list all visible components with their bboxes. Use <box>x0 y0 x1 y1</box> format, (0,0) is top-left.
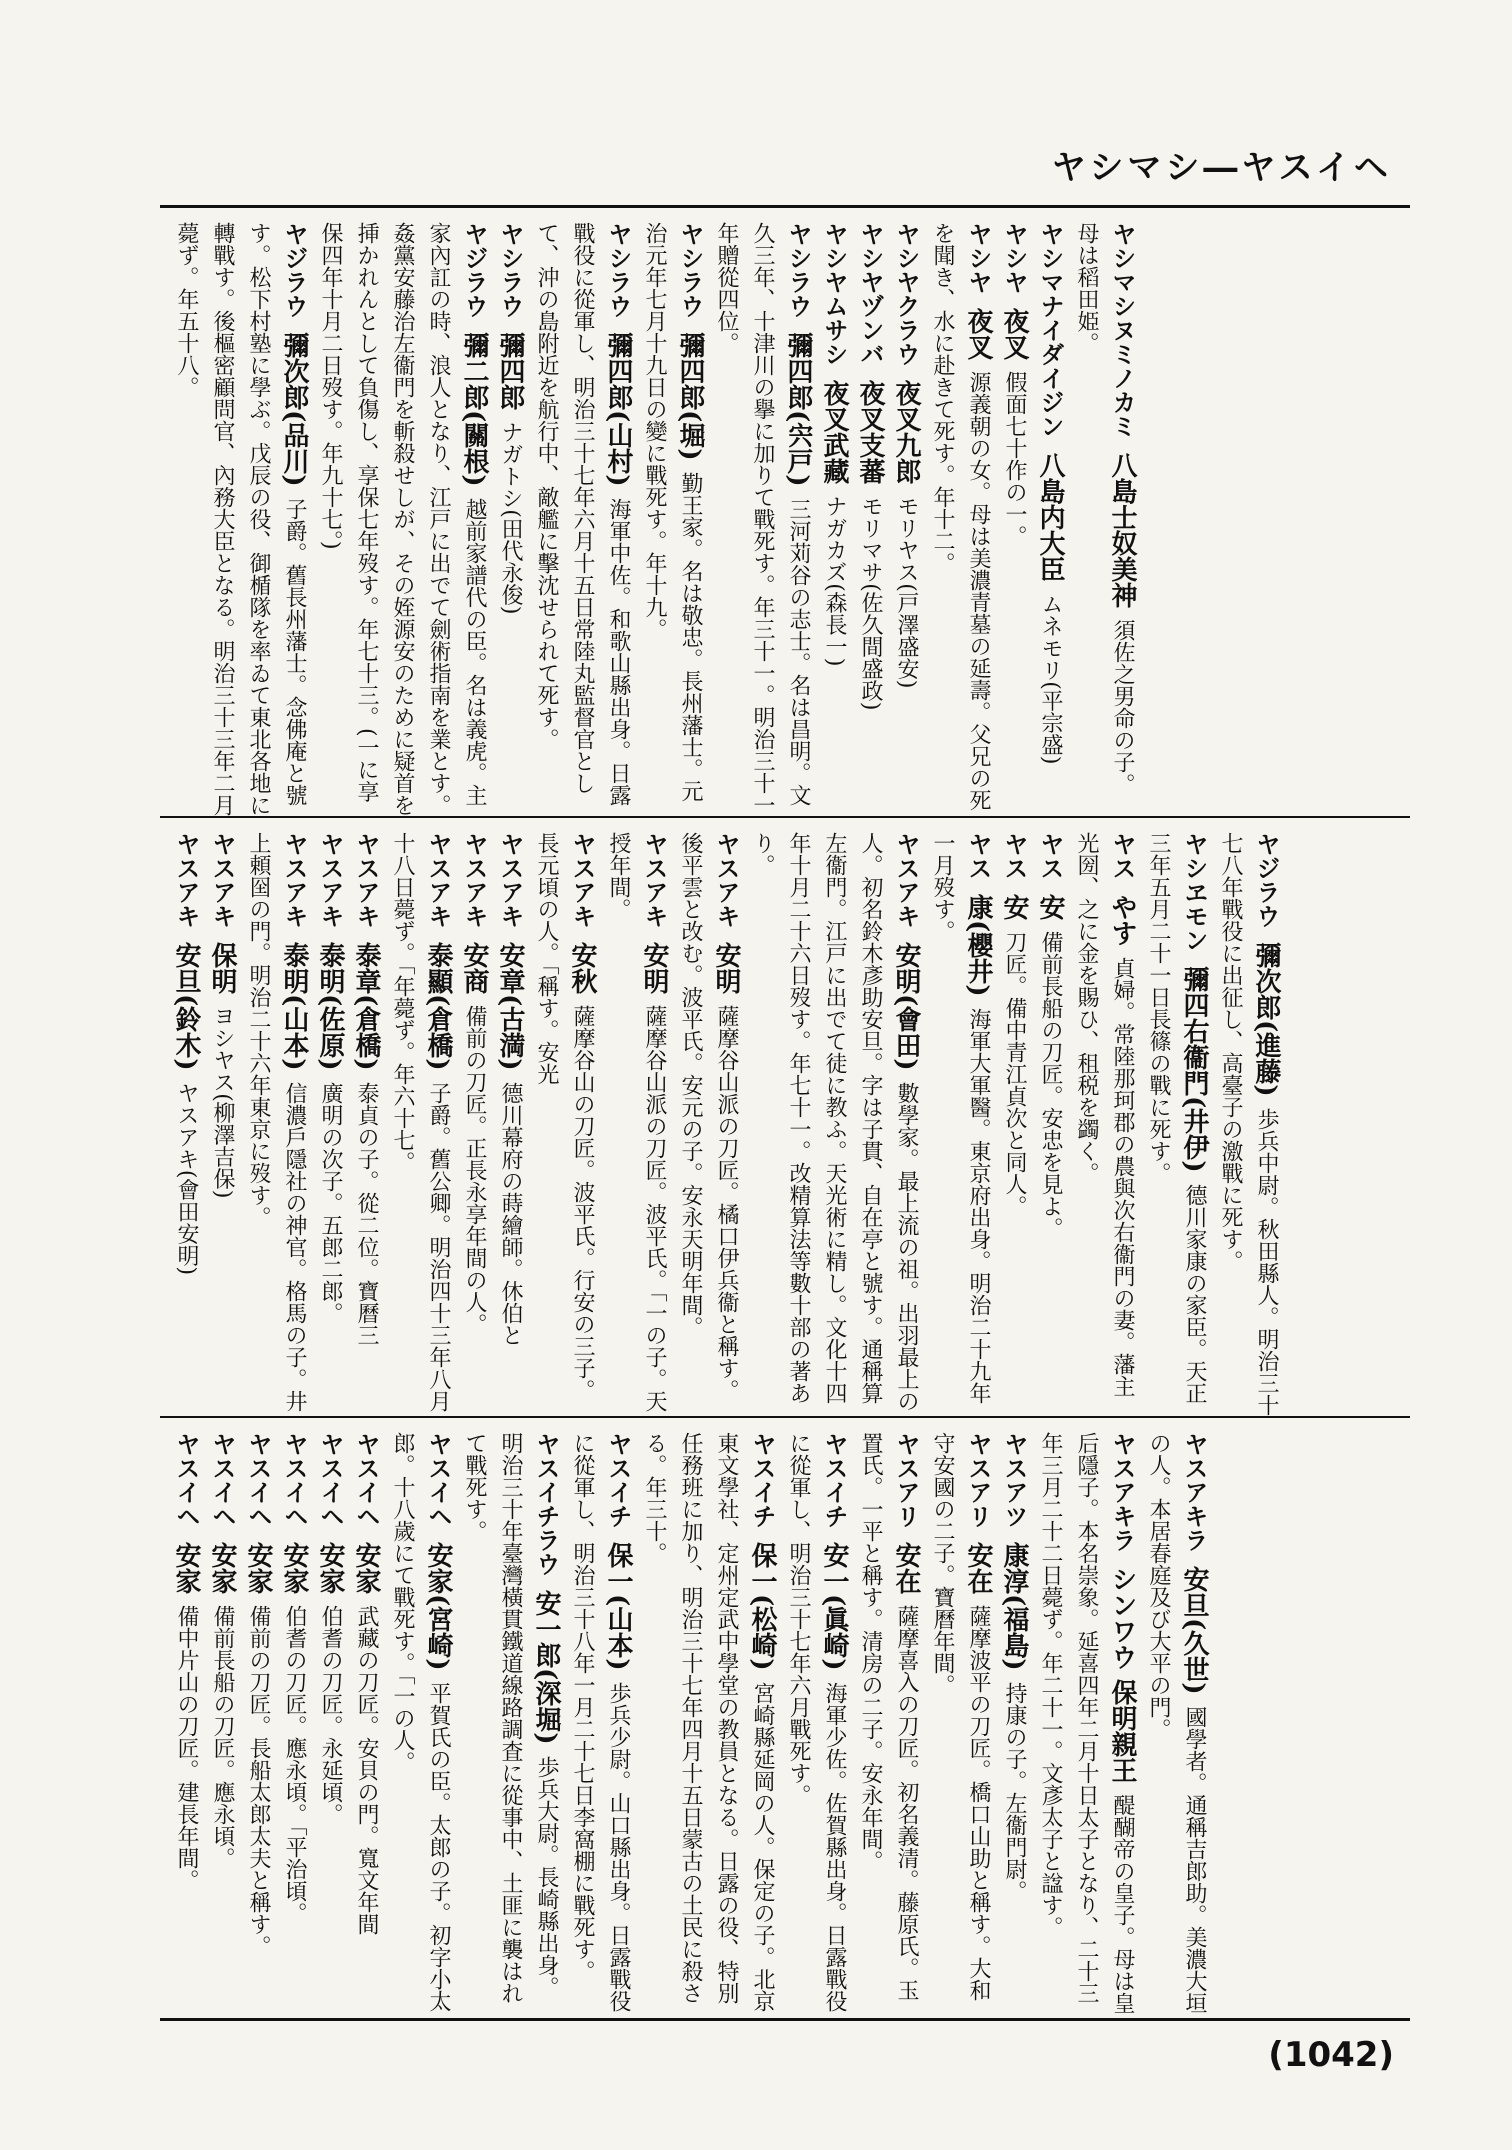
entry-description: 海軍大軍醫。東京府出身。明治二十九年一月歿す。 <box>930 832 991 1404</box>
entry-description: 假面七十作の一。 <box>1002 371 1027 548</box>
entry-description: 越前家譜代の臣。名は義虎。主家內訌の時、浪人となり、江戸に出でて劍術指南を業とす。姦黨安藤治左衞門を斬殺せしが、その姪源安のために疑首を挿かれんとして負傷し、享保七年歿す。年七十三。(一に享保四年十月二日歿す。年九十七。) <box>318 222 487 816</box>
running-head: ヤシマシ―ヤスイヘ <box>1051 148 1392 188</box>
dictionary-entry <box>852 1432 924 2018</box>
entry-description: 歩兵大尉。長崎縣出身。明治三十年臺灣橫貫鐵道線路調査に從事中、土匪に襲はれて戰死す。 <box>462 1432 559 2004</box>
entry-description: 薩摩喜入の刀匠。初名義清。藤原氏。玉置氏。一平と稱す。清房の二子。安永年間。 <box>858 1432 919 2002</box>
entry-reading: ヤス <box>1000 832 1028 880</box>
entry-name: 安明(會田) <box>891 941 921 1071</box>
entry-description: 貞婦。常陸那珂郡の農與次右衞門の妻。藩主光圀、之に金を賜ひ、租税を蠲く。 <box>1074 832 1135 1398</box>
entry-reading: ヤスイヘ <box>244 1432 272 1528</box>
entry-description: 薩摩波平の刀匠。橋口山助と稱す。大和守安國の二子。寶曆年間。 <box>930 1432 991 2002</box>
entry-name: 安在 <box>963 1541 993 1594</box>
entry-name: 康(櫻井) <box>963 893 993 997</box>
entry-reading: ヤシラウ <box>676 222 704 318</box>
dictionary-entry <box>1032 832 1068 1416</box>
section-bottom <box>160 1418 1410 2018</box>
entry-reading: ヤシラウ <box>604 222 632 318</box>
entry-reading: ヤジラウ <box>1252 832 1280 928</box>
entry-name: 泰明(佐原) <box>315 941 345 1071</box>
dictionary-entry <box>168 1432 204 2018</box>
entry-name: 彌四郎 <box>495 331 525 410</box>
dictionary-entry <box>168 222 312 816</box>
dictionary-entry <box>384 832 456 1416</box>
entry-description: ナガトシ(田代永俊) <box>498 421 523 615</box>
entry-reading: ヤスアキ <box>352 832 380 928</box>
entry-reading: ヤスイチ <box>820 1432 848 1528</box>
dictionary-entry <box>528 222 636 816</box>
dictionary-entry <box>708 222 816 816</box>
entry-description: 武藏の刀匠。安貝の門。寬文年間 <box>354 1605 379 1936</box>
entry-description: 刀匠。備中青江貞次と同人。 <box>1002 931 1027 1218</box>
entry-description: ヨシヤス(柳澤吉保) <box>210 1005 235 1199</box>
entry-name: 安旦(鈴木) <box>171 941 201 1071</box>
entry-description: 子爵。舊長州藩士。念佛庵と號す。松下村塾に學ぶ。戊辰の役、御楯隊を率ゐて東北各地に轉戰す。後樞密顧問官、內務大臣となる。明治三十三年二月薨ず。年五十八。 <box>174 222 307 816</box>
entry-name: 安一郎(深堀) <box>531 1589 561 1745</box>
entry-reading: ヤス <box>964 832 992 880</box>
entry-reading: ヤスアキ <box>208 832 236 928</box>
entry-name: 安家 <box>279 1541 309 1594</box>
entry-reading: ヤシマシヌミノカミ <box>1108 222 1136 438</box>
entry-reading: ヤスイヘ <box>208 1432 236 1528</box>
entry-name: 安家(宮崎) <box>423 1541 453 1671</box>
entry-description: 平賀氏の臣。太郎の子。初字小太郎。十八歲にて戰死す。「一の人。 <box>390 1432 451 2012</box>
entry-description: 備中片山の刀匠。建長年間。 <box>174 1605 199 1892</box>
entry-reading: ヤスアキ <box>460 832 488 928</box>
dictionary-entry <box>924 832 996 1416</box>
entry-description: 三河苅谷の志士。名は昌明。文久三年、十津川の擧に加りて戰死す。年三十一。明治三十一年贈從四位。 <box>714 222 811 816</box>
dictionary-entry <box>1068 832 1140 1416</box>
entry-description: 持康の子。左衞門尉。 <box>1002 1681 1027 1902</box>
entry-description: 備前長船の刀匠。應永頃。 <box>210 1605 235 1870</box>
entry-name: 安在 <box>891 1541 921 1594</box>
dictionary-entry <box>816 222 852 816</box>
dictionary-entry <box>600 832 672 1416</box>
dictionary-entry <box>456 1432 564 2018</box>
entry-name: 泰章(倉橋) <box>351 941 381 1071</box>
entry-name: 安章(古満) <box>495 941 525 1071</box>
dictionary-entry <box>924 222 996 816</box>
entry-name: シンワウ 保明親王 <box>1107 1565 1137 1783</box>
entry-name: 夜叉 <box>999 307 1029 360</box>
entry-description: 須佐之男命の子。母は稻田姫。 <box>1074 222 1135 796</box>
entry-name: 夜叉九郎 <box>891 379 921 484</box>
entry-reading: ヤスイヘ <box>280 1432 308 1528</box>
entry-reading: ヤスアキ <box>496 832 524 928</box>
entry-reading: ヤシマナイダイジン <box>1036 222 1064 438</box>
section-columns <box>168 1432 1212 2018</box>
entry-description: 泰貞の子。從二位。寶曆三 <box>354 1081 379 1346</box>
entry-name: 泰明(山本) <box>279 941 309 1071</box>
entry-name: 彌四郎(堀) <box>675 331 705 461</box>
entry-reading: ヤスアキ <box>712 832 740 928</box>
entry-description: モリマサ(佐久間盛政) <box>858 495 883 711</box>
entry-description: 勤王家。名は敬忠。長州藩士。元治元年七月十九日の變に戰死す。年十九。 <box>642 222 703 802</box>
dictionary-entry <box>780 1432 852 2018</box>
dictionary-entry <box>204 832 240 1416</box>
entry-name: 彌二郎(關根) <box>459 331 489 487</box>
entry-description: ムネモリ(平宗盛) <box>1038 593 1063 765</box>
dictionary-entry <box>564 1432 636 2018</box>
entry-description: 信濃戶隱社の神官。格馬の子。井上頼囶の門。明治二十六年東京に歿す。 <box>246 832 307 1412</box>
dictionary-entry <box>1068 222 1140 816</box>
dictionary-entry <box>888 222 924 816</box>
entry-name: 康淳(福島) <box>999 1541 1029 1671</box>
dictionary-entry <box>672 832 744 1416</box>
entry-name: 彌四郎(宍戸) <box>783 331 813 487</box>
entry-reading: ヤスアツ <box>1000 1432 1028 1528</box>
entry-name: 安商 <box>459 941 489 994</box>
entry-name: 安一(眞崎) <box>819 1541 849 1671</box>
dictionary-entry <box>1032 1432 1140 2018</box>
dictionary-entry <box>744 832 924 1416</box>
entry-reading: ヤジラウ <box>280 222 308 318</box>
section-middle <box>160 818 1410 1418</box>
entry-description: 薩摩谷山派の刀匠。波平氏。「一の子。天授年間。 <box>606 832 667 1413</box>
dictionary-entry <box>1212 832 1284 1416</box>
dictionary-entry <box>492 832 528 1416</box>
dictionary-entry <box>996 832 1032 1416</box>
dictionary-entry <box>1140 1432 1212 2018</box>
entry-reading: ヤシヤ <box>1000 222 1028 294</box>
entry-description: 薩摩谷山派の刀匠。橘口伊兵衞と稱す。後平雲と改む。波平氏。安元の子。安永天明年間。 <box>678 832 739 1402</box>
entry-reading: ヤスアキ <box>892 832 920 928</box>
entry-description: ヤスアキ(會田安明) <box>174 1081 199 1276</box>
dictionary-entry <box>492 222 528 816</box>
section-columns <box>168 832 1284 1416</box>
entry-description: ナガカズ(森長一) <box>822 495 847 667</box>
entry-name: 保明 <box>207 941 237 994</box>
dictionary-entry <box>312 832 348 1416</box>
entry-description: 伯耆の刀匠。應永頃。「平治頃。 <box>282 1605 307 1925</box>
dictionary-entry <box>636 1432 780 2018</box>
entry-reading: ヤジラウ <box>460 222 488 318</box>
dictionary-entry <box>204 1432 240 2018</box>
dictionary-entry <box>312 222 492 816</box>
dictionary-page <box>160 205 1410 2021</box>
entry-description: 薩摩谷山の刀匠。波平氏。行安の三子。長元頃の人。「稱す。安光 <box>534 832 595 1402</box>
entry-reading: ヤス <box>1108 832 1136 880</box>
entry-description: 備前の刀匠。長船太郎太夫と稱す。 <box>246 1605 271 1958</box>
entry-name: 泰顯(倉橋) <box>423 941 453 1071</box>
entry-name: 安秋 <box>567 941 597 994</box>
dictionary-entry <box>528 832 600 1416</box>
entry-reading: ヤスイヘ <box>352 1432 380 1528</box>
dictionary-entry <box>1140 832 1212 1416</box>
entry-name: 保一(山本) <box>603 1541 633 1671</box>
entry-name: 夜叉武藏 <box>819 379 849 484</box>
entry-description: モリヤス(戸澤盛安) <box>894 495 919 689</box>
section-columns <box>168 222 1140 816</box>
entry-reading: ヤスイチ <box>748 1432 776 1528</box>
entry-reading: ヤスアキ <box>280 832 308 928</box>
entry-reading: ヤスイヘ <box>172 1432 200 1528</box>
entry-name: 安明 <box>711 941 741 994</box>
entry-name: 夜叉支蕃 <box>855 379 885 484</box>
entry-description: 國學者。通稱吉郎助。美濃大垣の人。本居春庭及び大平の門。 <box>1146 1432 1207 2014</box>
entry-reading: ヤスイヘ <box>424 1432 452 1528</box>
dictionary-entry <box>852 222 888 816</box>
entry-reading: ヤスアキ <box>568 832 596 928</box>
page-number: (1042) <box>1268 2035 1394 2075</box>
dictionary-entry <box>276 1432 312 2018</box>
entry-name: 安旦(久世) <box>1179 1565 1209 1695</box>
entry-description: 子爵。舊公卿。明治四十三年八月十八日薨ず。「年薨ず。年六十七。 <box>390 832 451 1412</box>
entry-reading: ヤスイチ <box>604 1432 632 1528</box>
section-top <box>160 208 1410 818</box>
entry-reading: ヤスアキ <box>172 832 200 928</box>
entry-reading: ヤスアキラ <box>1108 1432 1136 1552</box>
entry-description: 源義朝の女。母は美濃青墓の延壽。父兄の死を聞き、水に赴きて死す。年十二。 <box>930 222 991 812</box>
dictionary-entry <box>1032 222 1068 816</box>
entry-name: やす <box>1107 893 1137 946</box>
entry-reading: ヤシヤムサシ <box>820 222 848 366</box>
entry-description: 數學家。最上流の祖。出羽最上の人。初名鈴木彥助安旦。字は子貫、自在亭と號す。通稱算左衞門。江戸に出でて徒に教ふ。天光術に精し。文化十四年十月二十六日歿す。年七十一。改精算法等數十部の著あり。 <box>750 832 919 1412</box>
entry-name: 安明 <box>639 941 669 994</box>
entry-reading: ヤスイヘ <box>316 1432 344 1528</box>
entry-reading: ヤス <box>1036 832 1064 880</box>
entry-description: 備前長船の刀匠。安忠を見よ。 <box>1038 931 1063 1240</box>
entry-description: 海軍中佐。和歌山縣出身。日露戰役に從軍し、明治三十七年六月十五日常陸丸監督官として、沖の島附近を航行中、敵艦に擊沈せられて死す。 <box>534 222 631 806</box>
entry-reading: ヤシラウ <box>496 222 524 318</box>
dictionary-entry <box>924 1432 996 2018</box>
dictionary-entry <box>312 1432 348 2018</box>
entry-description: 宮崎縣延岡の人。保定の子。北京東文學社、定州定武中學堂の教員となる。日露の役、特別任務班に加り、明治三十七年四月十五日蒙古の土民に殺さる。年三十。 <box>642 1432 775 2012</box>
entry-reading: ヤスイチラウ <box>532 1432 560 1576</box>
dictionary-entry <box>348 1432 384 2018</box>
dictionary-entry <box>240 832 312 1416</box>
entry-description: 德川家康の家臣。天正三年五月二十一日長篠の戰に死す。 <box>1146 832 1207 1404</box>
entry-name: 安 <box>999 893 1029 920</box>
entry-name: 八島士奴美神 <box>1107 451 1137 608</box>
entry-description: 備前の刀匠。正長永享年間の人。 <box>462 1005 487 1336</box>
dictionary-entry <box>384 1432 456 2018</box>
entry-name: 安家 <box>171 1541 201 1594</box>
entry-reading: ヤシヱモン <box>1180 832 1208 952</box>
entry-description: 海軍少佐。佐賀縣出身。日露戰役に從軍し、明治三十七年六月戰死す。 <box>786 1432 847 2012</box>
entry-description: 德川幕府の蒔繪師。休伯と <box>498 1081 523 1346</box>
entry-description: 伯耆の刀匠。永延頃。 <box>318 1605 343 1826</box>
entry-name: 安家 <box>351 1541 381 1594</box>
dictionary-entry <box>636 222 708 816</box>
entry-name: 安 <box>1035 893 1065 920</box>
entry-name: 八島内大臣 <box>1035 451 1065 582</box>
entry-name: 彌四右衞門(井伊) <box>1179 965 1209 1173</box>
entry-reading: ヤスアキ <box>316 832 344 928</box>
entry-name: 彌次郎(品川) <box>279 331 309 487</box>
entry-reading: ヤシヤヅンバ <box>856 222 884 366</box>
entry-reading: ヤシヤ <box>964 222 992 294</box>
entry-name: 安家 <box>207 1541 237 1594</box>
entry-reading: ヤシヤクラウ <box>892 222 920 366</box>
entry-reading: ヤスアリ <box>964 1432 992 1528</box>
entry-name: 彌次郎(進藤) <box>1251 941 1281 1097</box>
entry-reading: ヤスアキ <box>424 832 452 928</box>
dictionary-entry <box>456 832 492 1416</box>
dictionary-entry <box>996 1432 1032 2018</box>
entry-reading: ヤスアリ <box>892 1432 920 1528</box>
entry-reading: ヤシラウ <box>784 222 812 318</box>
dictionary-entry <box>348 832 384 1416</box>
entry-name: 夜叉 <box>963 307 993 360</box>
dictionary-entry <box>168 832 204 1416</box>
entry-name: 彌四郎(山村) <box>603 331 633 487</box>
entry-description: 歩兵中尉。秋田縣人。明治三十七八年戰役に出征し、高臺子の激戰に死す。 <box>1218 832 1279 1416</box>
dictionary-entry <box>996 222 1032 816</box>
entry-name: 安家 <box>243 1541 273 1594</box>
entry-description: 醍醐帝の皇子。母は皇后隱子。本名崇象。延喜四年二月十日太子となり、二十三年三月二十二日薨ず。年二十一。文彥太子と諡す。 <box>1038 1432 1135 2015</box>
dictionary-entry <box>240 1432 276 2018</box>
entry-name: 保一(松崎) <box>747 1541 777 1671</box>
entry-reading: ヤスアキラ <box>1180 1432 1208 1552</box>
entry-name: 安家 <box>315 1541 345 1594</box>
entry-description: 歩兵少尉。山口縣出身。日露戰役に從軍し、明治三十八年一月二十七日李窩棚に戰死す。 <box>570 1432 631 2012</box>
entry-description: 廣明の次子。五郎二郎。 <box>318 1081 343 1324</box>
entry-reading: ヤスアキ <box>640 832 668 928</box>
